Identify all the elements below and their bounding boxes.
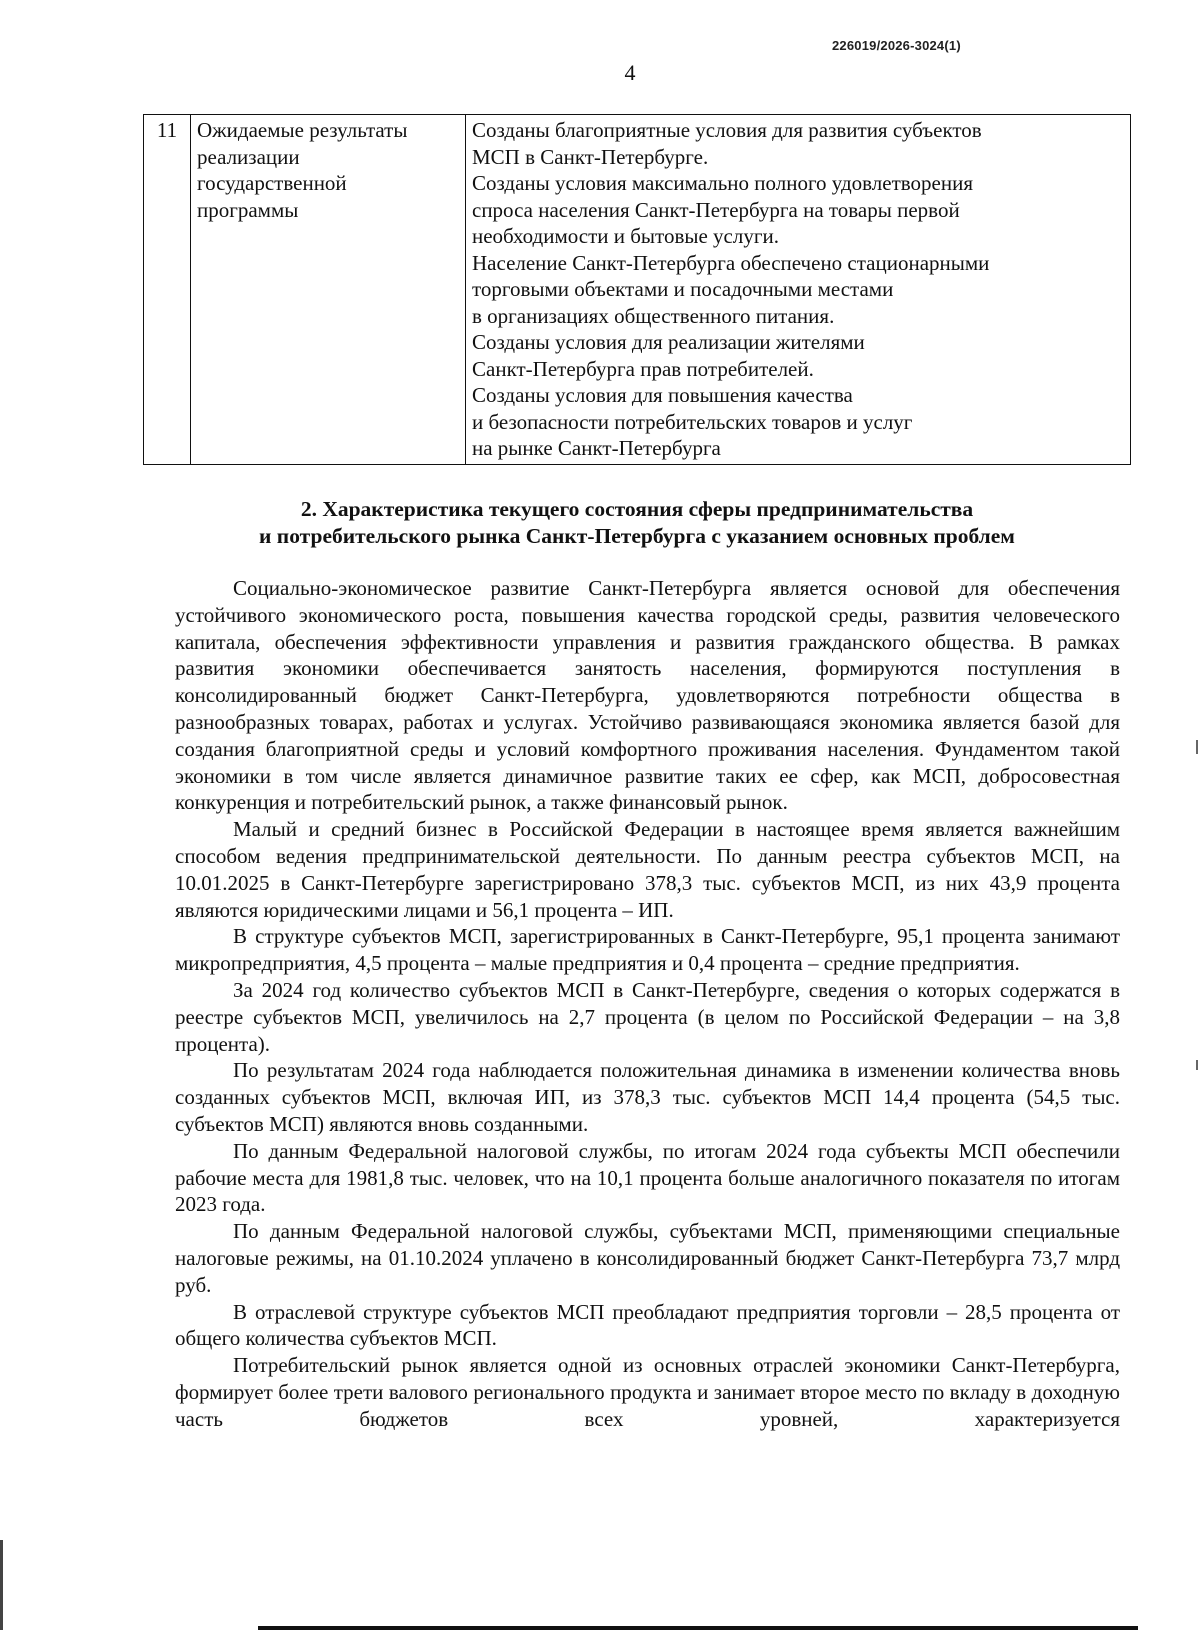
row-name-line: программы <box>197 197 299 222</box>
paragraph: Потребительский рынок является одной из основных отраслей экономики Санкт-Петербурга, формирует более трети валового регионального продукта и занимает второе место по вкладу в доходную часть бюджетов всех уровней, характеризуется <box>175 1353 1120 1431</box>
section-title-line: 2. Характеристика текущего состояния сферы предпринимательства <box>300 497 974 521</box>
result-line: необходимости и бытовые услуги. <box>472 224 779 248</box>
paragraph: В отраслевой структуре субъектов МСП преобладают предприятия торговли – 28,5 процента от общего количества субъектов МСП. <box>175 1299 1120 1351</box>
row-number-cell: 11 <box>144 115 191 465</box>
scan-artifact <box>258 1626 1138 1630</box>
result-line: спроса населения Санкт-Петербурга на товары первой <box>472 197 960 222</box>
paragraph: Социально-экономическое развитие Санкт-Петербурга является основой для обеспечения устойчивого экономического роста, повышения качества городской среды, развития человеческого капитала, обеспечения эффективности управления и развития гражданского общества. В рамках развития экономики обеспечивается занятость населения, формируются поступления в консолидированный бюджет Санкт-Петербурга, удовлетворяются потребности общества в разнообразных товарах, работах и услугах. Устойчиво развивающаяся экономика является базой для создания благоприятной среды и условий комфортного проживания населения. Фундаментом такой экономики в том числе является динамичное развитие таких ее сфер, как МСП, добросовестная конкуренция и потребительский рынок, а также финансовый рынок. <box>175 576 1120 815</box>
result-line: торговыми объектами и посадочными местами <box>472 277 894 301</box>
section-title <box>143 496 1131 550</box>
result-line: МСП в Санкт-Петербурге. <box>472 144 709 169</box>
result-line: Созданы условия для реализации жителями <box>472 330 865 354</box>
paragraph: По данным Федеральной налоговой службы, по итогам 2024 года субъекты МСП обеспечили рабочие места для 1981,8 тыс. человек, что на 10,1 процента больше аналогичного показателя по итогам 2023 года. <box>175 1138 1120 1217</box>
program-passport-table <box>143 114 1131 465</box>
result-line: Население Санкт-Петербурга обеспечено стационарными <box>472 250 990 275</box>
result-line: на рынке Санкт-Петербурга <box>472 436 721 460</box>
scan-artifact <box>1196 1060 1198 1070</box>
row-name-line: реализации <box>197 144 300 169</box>
result-line: Созданы условия максимально полного удовлетворения <box>472 171 974 195</box>
result-line: и безопасности потребительских товаров и услуг <box>472 409 913 434</box>
paragraph: За 2024 год количество субъектов МСП в Санкт-Петербурге, сведения о которых содержатся в реестре субъектов МСП, увеличилось на 2,7 процента (в целом по Российской Федерации – на 3,8 процента). <box>175 977 1120 1056</box>
body-text <box>175 575 1120 1433</box>
result-line: в организациях общественного питания. <box>472 303 835 328</box>
page-number: 4 <box>624 60 636 85</box>
paragraph: В структуре субъектов МСП, зарегистрированных в Санкт-Петербурге, 95,1 процента занимают микропредприятия, 4,5 процента – малые предприятия и 0,4 процента – средние предприятия. <box>175 924 1120 976</box>
scan-artifact <box>0 1540 3 1630</box>
row-name-cell <box>191 115 466 465</box>
paragraph: Малый и средний бизнес в Российской Федерации в настоящее время является важнейшим способом ведения предпринимательской деятельности. По данным реестра субъектов МСП, на 10.01.2025 в Санкт-Петербурге зарегистрировано 378,3 тыс. субъектов МСП, из них 43,9 процента являются юридическими лицами и 56,1 процента – ИП. <box>175 817 1120 922</box>
paragraph: По результатам 2024 года наблюдается положительная динамика в изменении количества вновь созданных субъектов МСП, включая ИП, из 378,3 тыс. субъектов МСП 14,4 процента (54,5 тыс. субъектов МСП) являются вновь созданными. <box>175 1058 1120 1136</box>
row-name-line: Ожидаемые результаты <box>197 118 408 142</box>
registration-number: 226019/2026-3024(1) <box>832 38 961 53</box>
scan-artifact <box>1196 740 1198 754</box>
section-title-line: и потребительского рынка Санкт-Петербурга с указанием основных проблем <box>259 524 1015 548</box>
result-line: Созданы благоприятные условия для развития субъектов <box>472 118 982 142</box>
paragraph: По данным Федеральной налоговой службы, субъектами МСП, применяющими специальные налоговые режимы, на 01.10.2024 уплачено в консолидированный бюджет Санкт-Петербурга 73,7 млрд руб. <box>175 1219 1120 1297</box>
result-line: Созданы условия для повышения качества <box>472 383 853 407</box>
row-results-cell <box>466 115 1131 465</box>
row-name-line: государственной <box>197 171 347 195</box>
result-line: Санкт-Петербурга прав потребителей. <box>472 356 814 381</box>
table-row <box>144 115 1131 465</box>
